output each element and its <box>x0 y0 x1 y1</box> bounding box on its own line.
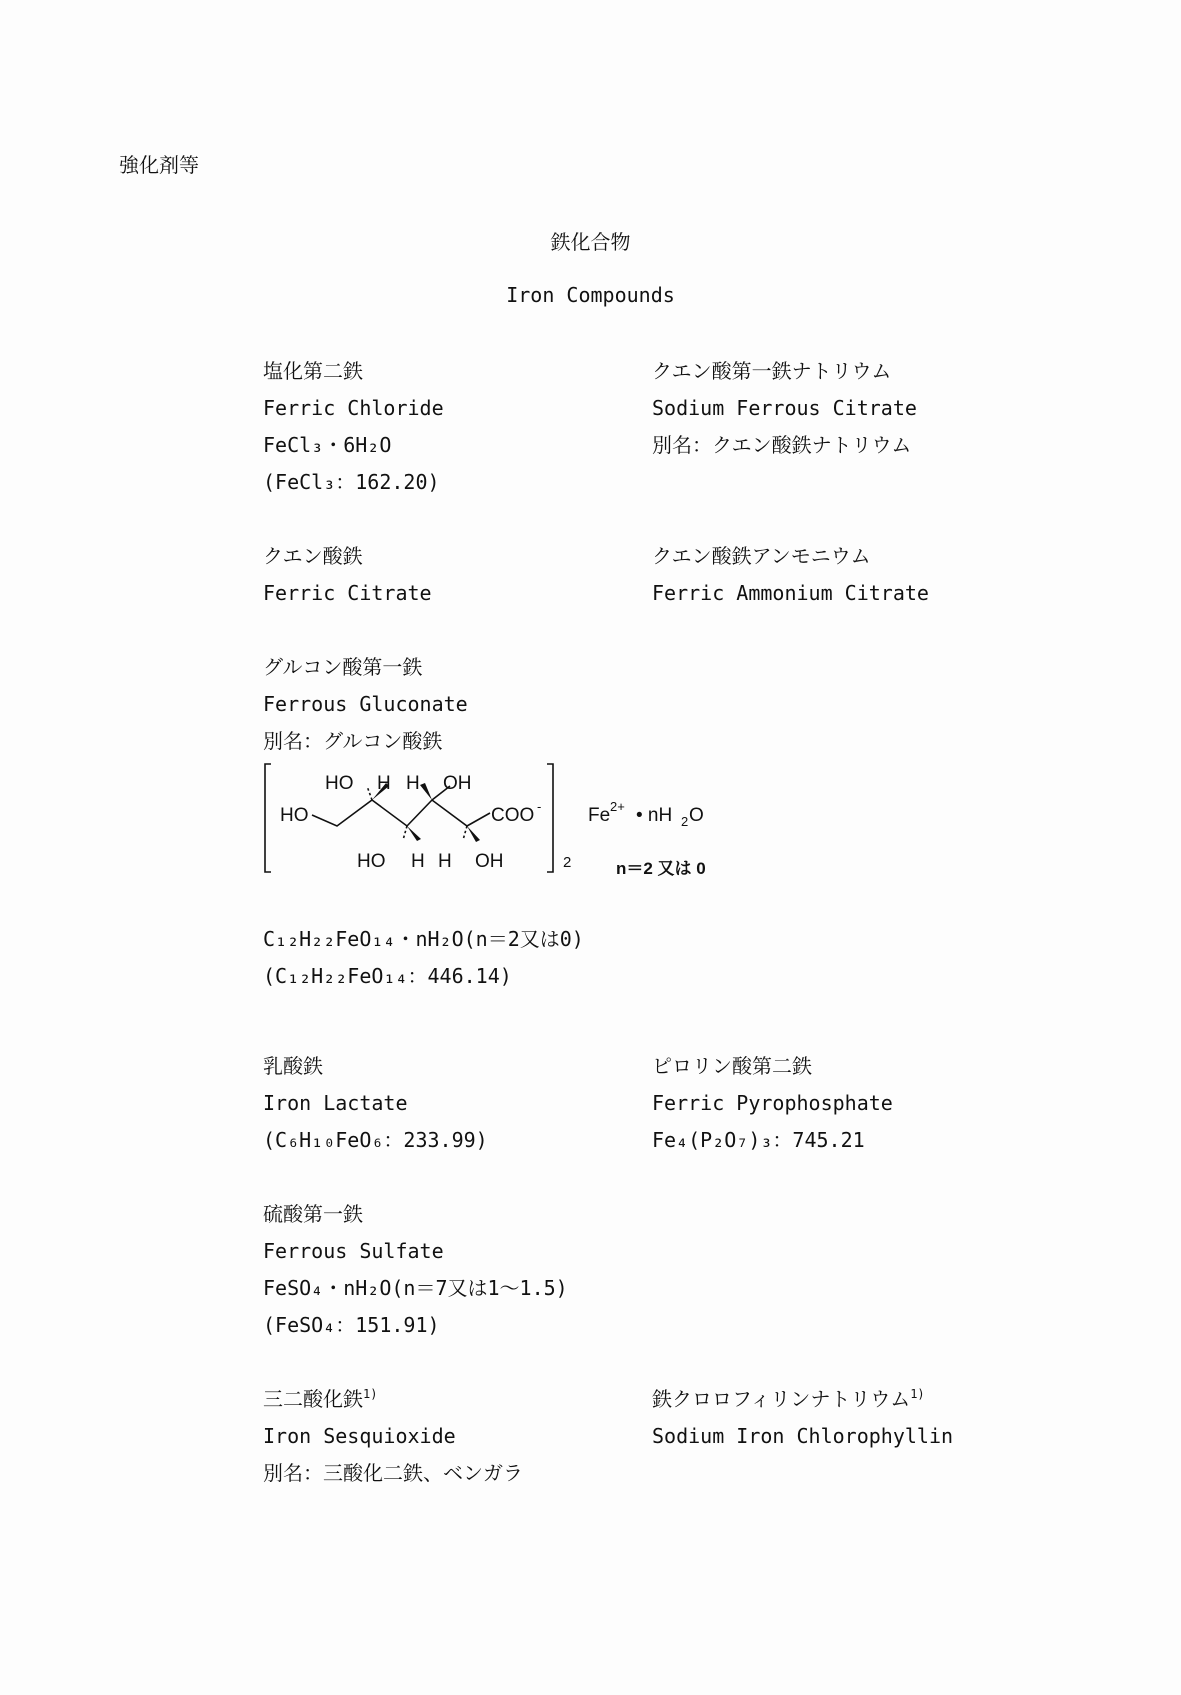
entry-formula: FeCl₃・6H₂O <box>263 433 392 457</box>
entry-name-ja: 塩化第二鉄 <box>263 359 363 383</box>
page-title-ja: 鉄化合物 <box>550 230 631 254</box>
charge: - <box>537 799 542 814</box>
entry-name-en: Iron Sesquioxide <box>263 1424 456 1448</box>
entry-molecular-weight: (FeCl₃：162.20) <box>263 470 440 494</box>
entry-name-ja: クエン酸第一鉄ナトリウム <box>652 359 892 383</box>
entry-alias: 別名：三酸化二鉄、ベンガラ <box>263 1461 523 1485</box>
carbon-chain <box>312 786 490 840</box>
bottom-label: OH <box>475 851 504 872</box>
right-group: COO <box>491 805 535 826</box>
entry-molecular-weight: (C₁₂H₂₂FeO₁₄：446.14) <box>263 964 512 988</box>
entry-name-ja: クエン酸鉄 <box>263 544 363 568</box>
entry-name-ja: グルコン酸第一鉄 <box>263 655 423 679</box>
entry-molecular-weight: (FeSO₄：151.91) <box>263 1313 440 1337</box>
entry-name-en: Ferric Chloride <box>263 396 444 420</box>
entry-name-ja: 三二酸化鉄 <box>263 1387 363 1411</box>
water-end: O <box>689 805 704 826</box>
top-label: OH <box>443 773 472 794</box>
water-subscript: 2 <box>681 814 689 829</box>
hydration-note: n＝2 又は 0 <box>616 859 706 876</box>
bottom-label: H <box>411 851 425 872</box>
entry-ferric-ammonium-citrate <box>652 538 929 612</box>
entry-iron-sesquioxide <box>263 1381 523 1492</box>
top-label: H <box>377 773 391 794</box>
left-group: HO <box>280 805 309 826</box>
entry-name-ja: 鉄クロロフィリンナトリウム <box>652 1387 911 1411</box>
entry-ferric-citrate <box>263 538 432 612</box>
section-header: 強化剤等 <box>119 153 199 177</box>
gluconate-structure-diagram <box>262 762 716 876</box>
entry-name-ja: クエン酸鉄アンモニウム <box>652 544 871 568</box>
entry-formula: C₁₂H₂₂FeO₁₄・nH₂O(n＝2又は0) <box>263 927 584 951</box>
bottom-label: HO <box>357 851 386 872</box>
top-label: H <box>406 773 420 794</box>
entry-formula: FeSO₄・nH₂O(n＝7又は1～1.5) <box>263 1276 568 1300</box>
entry-name-en: Ferric Citrate <box>263 581 432 605</box>
entry-sodium-iron-chlorophyllin <box>652 1381 953 1455</box>
bottom-label: H <box>438 851 452 872</box>
entry-molecular-weight: (C₆H₁₀FeO₆：233.99) <box>263 1128 488 1152</box>
footnote-marker: 1) <box>910 1387 925 1401</box>
entry-name-ja-line <box>652 1381 953 1418</box>
entry-name-en: Ferrous Gluconate <box>263 692 468 716</box>
entry-ferrous-sulfate <box>263 1196 568 1344</box>
cation-charge: 2+ <box>610 799 625 814</box>
entry-ferrous-gluconate <box>263 649 468 760</box>
entry-iron-lactate <box>263 1048 488 1159</box>
footnote-marker: 1) <box>363 1387 378 1401</box>
entry-ferric-pyrophosphate <box>652 1048 893 1159</box>
entry-name-en: Sodium Iron Chlorophyllin <box>652 1424 954 1448</box>
entry-name-en: Ferrous Sulfate <box>263 1239 444 1263</box>
page-title-en: Iron Compounds <box>506 283 675 307</box>
entry-name-en: Iron Lactate <box>263 1091 408 1115</box>
entry-alias: 別名：グルコン酸鉄 <box>263 729 443 753</box>
entry-name-en: Ferric Pyrophosphate <box>652 1091 893 1115</box>
multiplier: 2 <box>563 854 572 871</box>
entry-name-ja: ピロリン酸第二鉄 <box>652 1054 812 1078</box>
entry-sodium-ferrous-citrate <box>652 353 917 464</box>
top-label: HO <box>325 773 354 794</box>
cation: Fe <box>588 805 611 826</box>
water-text: • nH <box>636 805 673 826</box>
entry-molecular-weight: Fe₄(P₂O₇)₃：745.21 <box>652 1128 865 1152</box>
entry-alias: 別名：クエン酸鉄ナトリウム <box>652 433 912 457</box>
entry-name-ja-line <box>263 1381 523 1418</box>
entry-ferrous-gluconate-formula <box>263 921 584 995</box>
entry-name-ja: 硫酸第一鉄 <box>263 1202 363 1226</box>
entry-ferric-chloride <box>263 353 444 501</box>
entry-name-ja: 乳酸鉄 <box>263 1054 323 1078</box>
entry-name-en: Sodium Ferrous Citrate <box>652 396 917 420</box>
entry-name-en: Ferric Ammonium Citrate <box>652 581 929 605</box>
